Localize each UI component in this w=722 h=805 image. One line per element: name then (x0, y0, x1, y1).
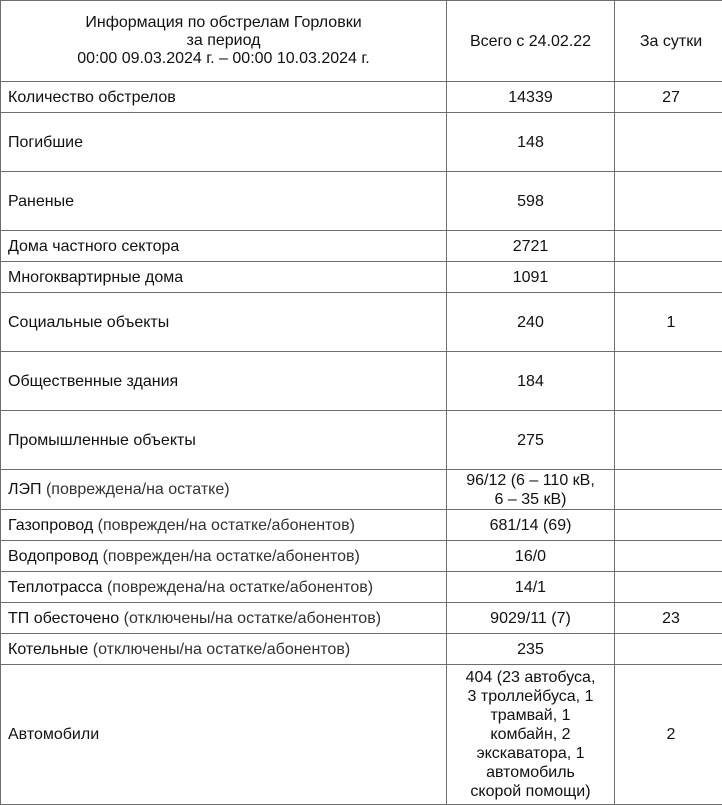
row-total: 96/12 (6 – 110 кВ, 6 – 35 кВ) (447, 470, 615, 510)
row-label: Погибшие (1, 113, 447, 172)
row-total: 14/1 (447, 572, 615, 603)
row-day (615, 572, 722, 603)
row-total: 16/0 (447, 541, 615, 572)
row-day (615, 411, 722, 470)
row-day (615, 231, 722, 262)
table-row (1, 172, 722, 231)
row-total: 9029/11 (7) (447, 603, 615, 634)
report-title (1, 1, 447, 82)
table-row (1, 470, 722, 510)
row-label: Котельные (отключены/на остатке/абонентов) (1, 634, 447, 665)
table-row (1, 231, 722, 262)
row-total: 2721 (447, 231, 615, 262)
row-total: 1091 (447, 262, 615, 293)
table-row (1, 541, 722, 572)
table-row (1, 603, 722, 634)
row-label: ЛЭП (повреждена/на остатке) (1, 470, 447, 510)
row-total: 681/14 (69) (447, 510, 615, 541)
table-row (1, 352, 722, 411)
row-label: Теплотрасса (повреждена/на остатке/абонентов) (1, 572, 447, 603)
row-day (615, 262, 722, 293)
title-line-2: за период (5, 32, 442, 50)
title-line-1: Информация по обстрелам Горловки (5, 14, 442, 32)
table-row (1, 510, 722, 541)
row-label: Количество обстрелов (1, 82, 447, 113)
row-total: 14339 (447, 82, 615, 113)
table-row (1, 82, 722, 113)
row-total: 240 (447, 293, 615, 352)
row-day: 1 (615, 293, 722, 352)
row-total: 404 (23 автобуса, 3 троллейбуса, 1 трамвай, 1 комбайн, 2 экскаватора, 1 автомобиль скорой помощи) (447, 665, 615, 805)
table-row (1, 293, 722, 352)
row-label: Раненые (1, 172, 447, 231)
row-label: Водопровод (поврежден/на остатке/абонентов) (1, 541, 447, 572)
row-label: Общественные здания (1, 352, 447, 411)
column-header-total: Всего с 24.02.22 (447, 1, 615, 82)
row-label: ТП обесточено (отключены/на остатке/абонентов) (1, 603, 447, 634)
row-day: 27 (615, 82, 722, 113)
table-row (1, 113, 722, 172)
column-header-day: За сутки (615, 1, 722, 82)
row-day: 2 (615, 665, 722, 805)
row-label: Промышленные объекты (1, 411, 447, 470)
row-day (615, 113, 722, 172)
row-total: 184 (447, 352, 615, 411)
table-row (1, 634, 722, 665)
row-total: 148 (447, 113, 615, 172)
table-row (1, 411, 722, 470)
row-day (615, 172, 722, 231)
row-label: Дома частного сектора (1, 231, 447, 262)
row-day (615, 470, 722, 510)
header-row (1, 1, 722, 82)
row-day (615, 510, 722, 541)
title-line-3: 00:00 09.03.2024 г. – 00:00 10.03.2024 г. (5, 50, 442, 68)
row-label: Социальные объекты (1, 293, 447, 352)
table-row (1, 572, 722, 603)
row-total: 235 (447, 634, 615, 665)
row-day (615, 541, 722, 572)
row-total: 275 (447, 411, 615, 470)
row-total: 598 (447, 172, 615, 231)
row-day (615, 352, 722, 411)
row-label: Автомобили (1, 665, 447, 805)
table-row (1, 262, 722, 293)
row-day (615, 634, 722, 665)
row-day: 23 (615, 603, 722, 634)
table-row (1, 665, 722, 805)
row-label: Многоквартирные дома (1, 262, 447, 293)
row-label: Газопровод (поврежден/на остатке/абонентов) (1, 510, 447, 541)
